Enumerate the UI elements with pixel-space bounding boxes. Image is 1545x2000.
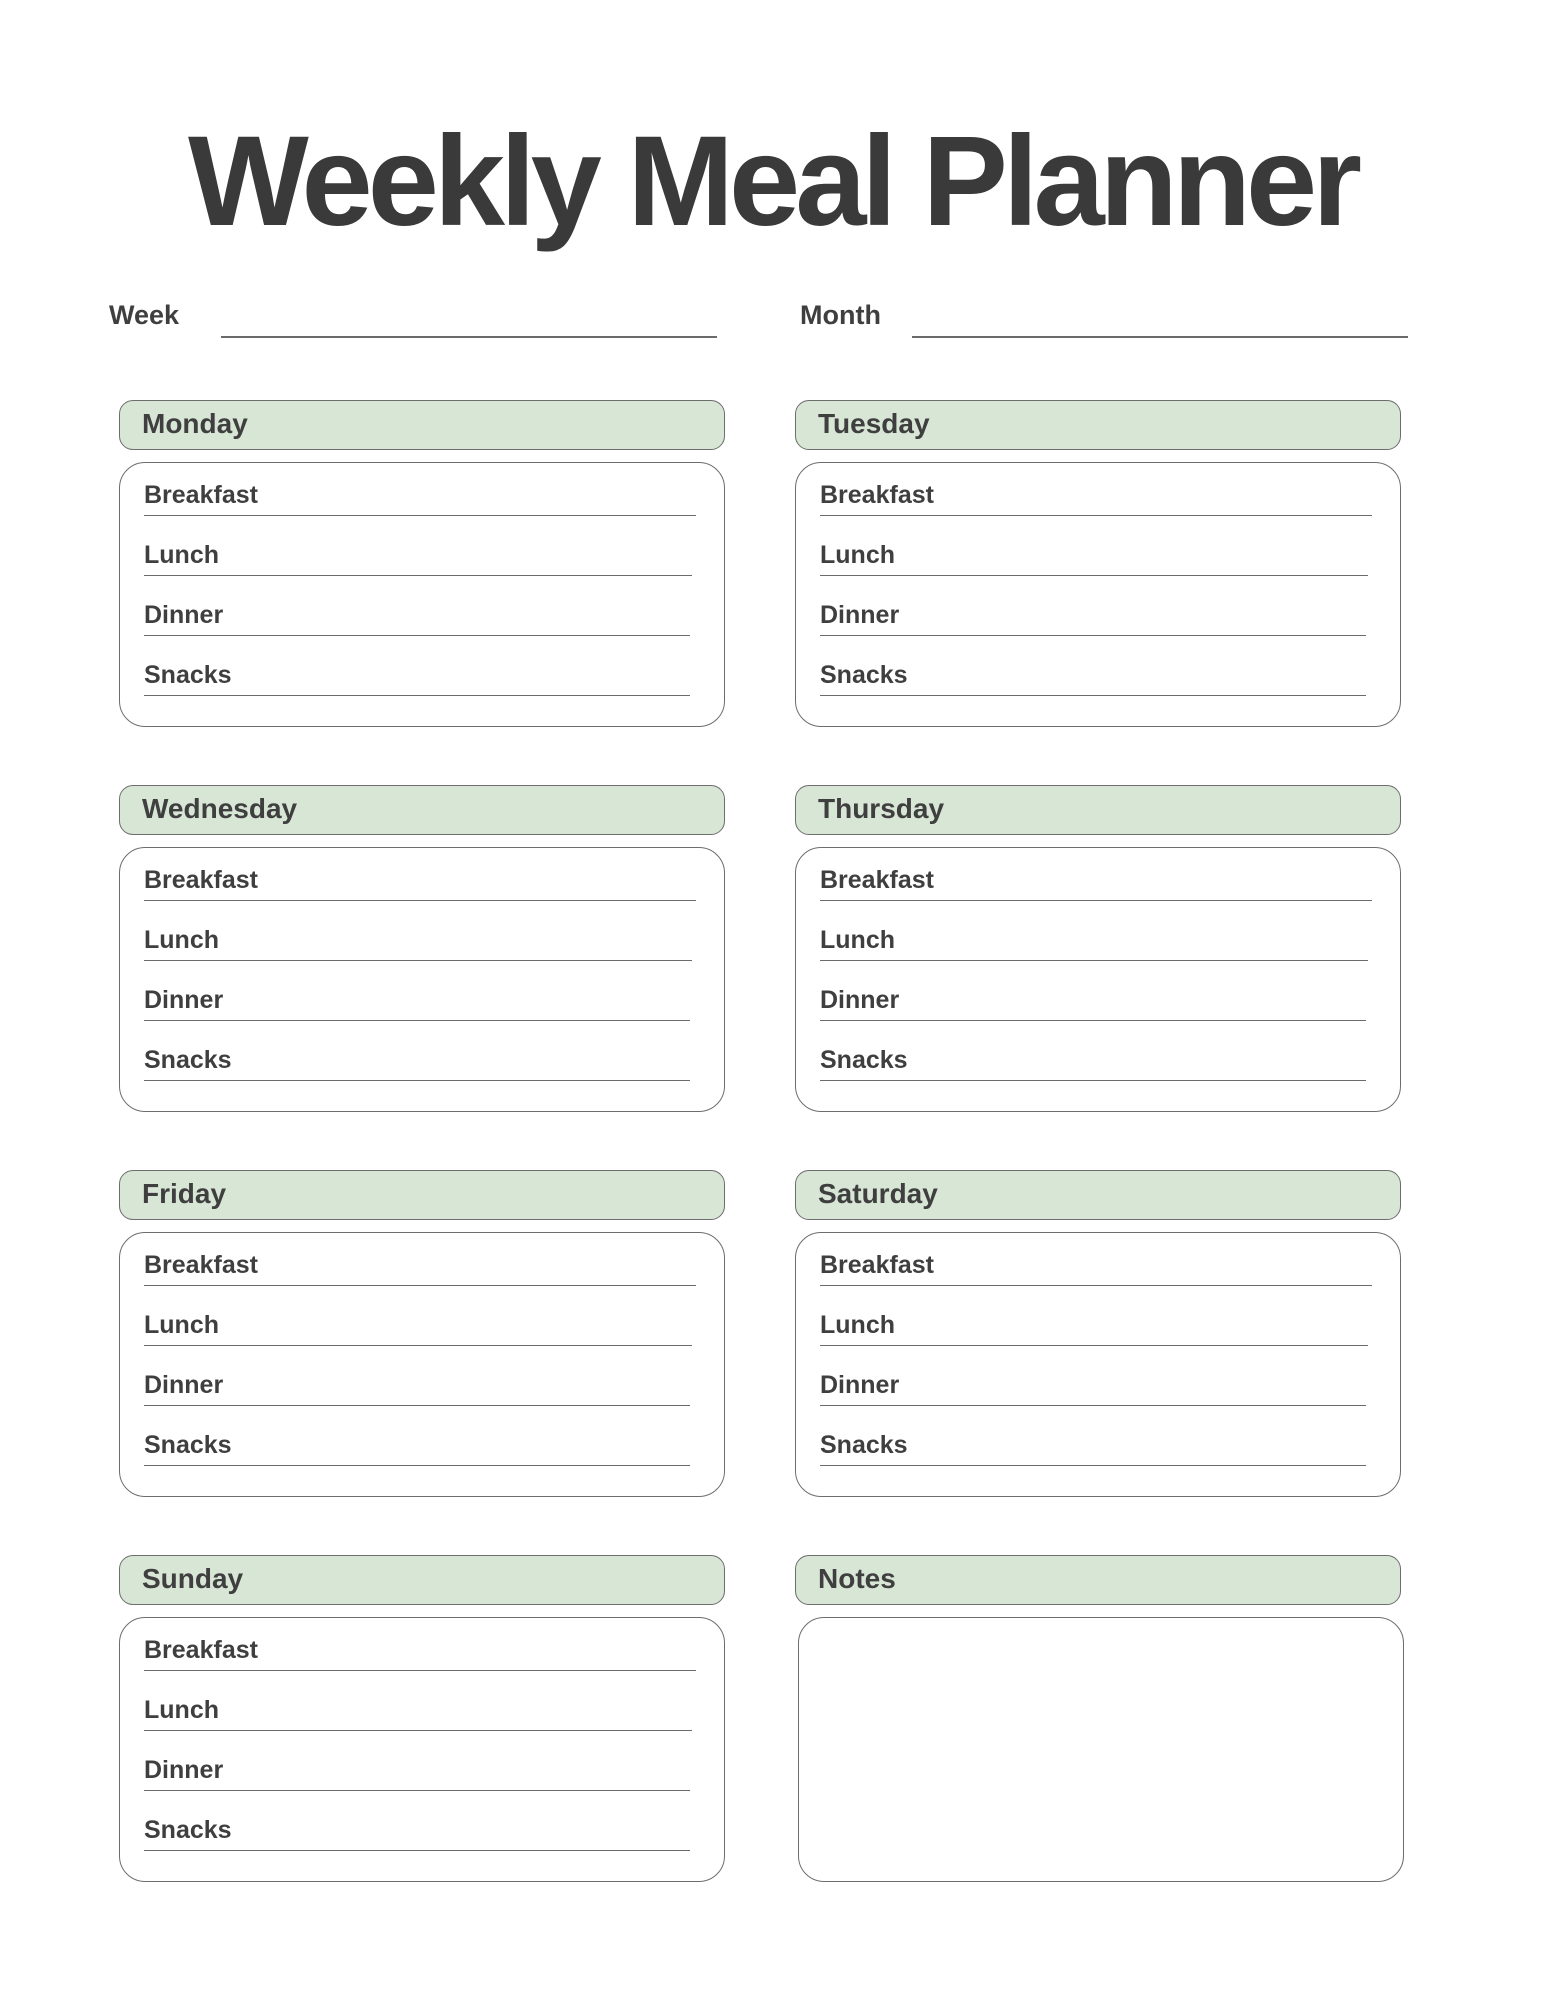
meal-input-line[interactable]: [820, 960, 1368, 961]
meal-row-lunch: [142, 1311, 698, 1351]
meal-input-line[interactable]: [144, 1020, 690, 1021]
month-input-line[interactable]: [912, 336, 1408, 338]
day-header: [795, 1170, 1401, 1220]
notes-card: [795, 1555, 1403, 1887]
meal-label: Dinner: [820, 601, 900, 629]
meal-row-dinner: [142, 1371, 698, 1411]
meal-label: Dinner: [144, 601, 224, 629]
meal-label: Dinner: [144, 986, 224, 1014]
meal-row-dinner: [818, 601, 1374, 641]
day-name: Sunday: [142, 1563, 244, 1594]
notes-area[interactable]: [798, 1617, 1404, 1882]
day-name: Wednesday: [142, 793, 298, 824]
meal-row-dinner: [142, 601, 698, 641]
meal-input-line[interactable]: [144, 1730, 692, 1731]
meal-label: Snacks: [144, 661, 232, 689]
meal-row-breakfast: [142, 481, 698, 521]
meal-label: Lunch: [820, 926, 895, 954]
meal-row-breakfast: [818, 481, 1374, 521]
meal-input-line[interactable]: [144, 635, 690, 636]
meal-input-line[interactable]: [144, 575, 692, 576]
meal-input-line[interactable]: [820, 515, 1372, 516]
meal-row-breakfast: [818, 1251, 1374, 1291]
week-label: Week: [109, 300, 180, 330]
meal-label: Breakfast: [144, 1636, 258, 1664]
meal-row-breakfast: [142, 1251, 698, 1291]
meal-row-snacks: [142, 1816, 698, 1856]
meal-label: Snacks: [144, 1431, 232, 1459]
month-label: Month: [800, 300, 881, 330]
meal-input-line[interactable]: [144, 1790, 690, 1791]
meal-label: Lunch: [144, 541, 219, 569]
meal-input-line[interactable]: [144, 1850, 690, 1851]
meal-row-snacks: [142, 661, 698, 701]
notes-header: [795, 1555, 1401, 1605]
meal-label: Breakfast: [144, 866, 258, 894]
day-name: Tuesday: [818, 408, 930, 439]
meal-input-line[interactable]: [144, 900, 696, 901]
day-header: [795, 400, 1401, 450]
meal-label: Lunch: [144, 926, 219, 954]
meal-input-line[interactable]: [144, 1080, 690, 1081]
meal-row-dinner: [142, 986, 698, 1026]
day-card-saturday: [795, 1170, 1403, 1502]
meal-label: Lunch: [820, 1311, 895, 1339]
meal-row-snacks: [818, 1431, 1374, 1471]
meal-box: [119, 1617, 725, 1882]
meal-label: Lunch: [820, 541, 895, 569]
meal-row-snacks: [142, 1431, 698, 1471]
meal-row-snacks: [818, 661, 1374, 701]
meal-label: Lunch: [144, 1696, 219, 1724]
meal-row-breakfast: [142, 866, 698, 906]
meal-box: [119, 462, 725, 727]
meal-row-dinner: [818, 1371, 1374, 1411]
meal-input-line[interactable]: [144, 1345, 692, 1346]
meal-label: Lunch: [144, 1311, 219, 1339]
day-card-thursday: [795, 785, 1403, 1117]
notes-label: Notes: [818, 1563, 896, 1594]
meal-row-lunch: [818, 926, 1374, 966]
meal-input-line[interactable]: [820, 1285, 1372, 1286]
day-header: [119, 785, 725, 835]
meal-input-line[interactable]: [144, 1285, 696, 1286]
meal-row-lunch: [818, 541, 1374, 581]
meal-row-lunch: [818, 1311, 1374, 1351]
day-card-sunday: [119, 1555, 727, 1887]
meal-row-breakfast: [818, 866, 1374, 906]
meal-box: [795, 1232, 1401, 1497]
meal-row-lunch: [142, 1696, 698, 1736]
meal-label: Breakfast: [820, 481, 934, 509]
meal-label: Snacks: [144, 1046, 232, 1074]
meal-input-line[interactable]: [820, 1465, 1366, 1466]
day-card-monday: [119, 400, 727, 732]
day-header: [119, 1555, 725, 1605]
meal-label: Dinner: [820, 1371, 900, 1399]
meal-input-line[interactable]: [820, 900, 1372, 901]
meal-input-line[interactable]: [820, 1080, 1366, 1081]
meal-label: Dinner: [144, 1371, 224, 1399]
meal-label: Breakfast: [144, 481, 258, 509]
meal-box: [119, 847, 725, 1112]
meal-input-line[interactable]: [820, 1020, 1366, 1021]
meal-label: Breakfast: [820, 1251, 934, 1279]
meal-row-snacks: [818, 1046, 1374, 1086]
day-header: [795, 785, 1401, 835]
meal-box: [795, 847, 1401, 1112]
meal-label: Dinner: [820, 986, 900, 1014]
meal-input-line[interactable]: [144, 1405, 690, 1406]
meal-label: Breakfast: [144, 1251, 258, 1279]
meal-box: [119, 1232, 725, 1497]
meal-row-lunch: [142, 541, 698, 581]
page-title: Weekly Meal Planner: [188, 110, 1357, 253]
meal-input-line[interactable]: [820, 575, 1368, 576]
day-card-friday: [119, 1170, 727, 1502]
meal-label: Dinner: [144, 1756, 224, 1784]
meal-row-breakfast: [142, 1636, 698, 1676]
day-card-tuesday: [795, 400, 1403, 732]
day-header: [119, 1170, 725, 1220]
week-input-line[interactable]: [221, 336, 717, 338]
meal-input-line[interactable]: [820, 1405, 1366, 1406]
meal-input-line[interactable]: [144, 515, 696, 516]
meal-label: Snacks: [820, 1431, 908, 1459]
meal-input-line[interactable]: [144, 960, 692, 961]
meal-row-lunch: [142, 926, 698, 966]
day-name: Saturday: [818, 1178, 938, 1209]
meal-box: [795, 462, 1401, 727]
day-name: Friday: [142, 1178, 227, 1209]
meal-row-dinner: [818, 986, 1374, 1026]
meal-row-snacks: [142, 1046, 698, 1086]
meal-label: Snacks: [820, 1046, 908, 1074]
meal-input-line[interactable]: [144, 1465, 690, 1466]
meal-input-line[interactable]: [820, 695, 1366, 696]
meal-input-line[interactable]: [820, 635, 1366, 636]
day-name: Thursday: [818, 793, 945, 824]
meal-label: Snacks: [144, 1816, 232, 1844]
meal-row-dinner: [142, 1756, 698, 1796]
day-card-wednesday: [119, 785, 727, 1117]
meal-label: Snacks: [820, 661, 908, 689]
meal-input-line[interactable]: [820, 1345, 1368, 1346]
day-header: [119, 400, 725, 450]
meal-input-line[interactable]: [144, 695, 690, 696]
day-name: Monday: [142, 408, 248, 439]
meal-input-line[interactable]: [144, 1670, 696, 1671]
meal-label: Breakfast: [820, 866, 934, 894]
